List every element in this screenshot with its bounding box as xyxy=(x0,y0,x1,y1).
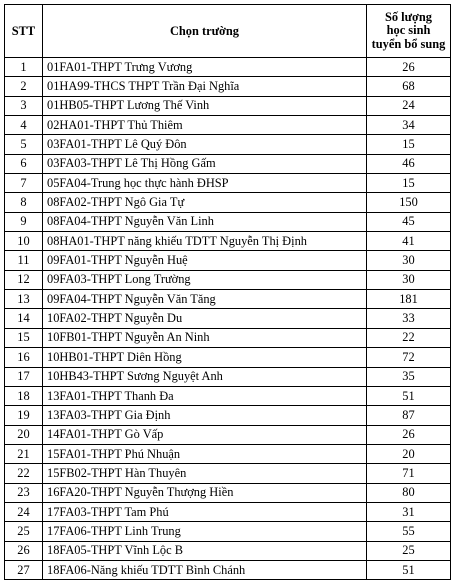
row-school: 08FA02-THPT Ngô Gia Tự xyxy=(43,193,367,212)
row-count: 22 xyxy=(367,328,451,347)
row-count: 71 xyxy=(367,464,451,483)
row-school: 08HA01-THPT năng khiếu TDTT Nguyễn Thị Định xyxy=(43,232,367,251)
row-stt: 3 xyxy=(5,96,43,115)
row-stt: 18 xyxy=(5,386,43,405)
header-row xyxy=(5,5,451,58)
row-count: 72 xyxy=(367,348,451,367)
table-row xyxy=(5,541,451,560)
row-count: 26 xyxy=(367,58,451,77)
row-count: 181 xyxy=(367,290,451,309)
row-school: 03FA03-THPT Lê Thị Hồng Gấm xyxy=(43,154,367,173)
row-school: 02HA01-THPT Thủ Thiêm xyxy=(43,116,367,135)
table-row xyxy=(5,348,451,367)
row-school: 17FA06-THPT Linh Trung xyxy=(43,522,367,541)
table-row xyxy=(5,386,451,405)
row-count: 15 xyxy=(367,135,451,154)
row-school: 10FB01-THPT Nguyễn An Ninh xyxy=(43,328,367,347)
row-school: 09FA03-THPT Long Trường xyxy=(43,270,367,289)
row-count: 25 xyxy=(367,541,451,560)
row-count: 26 xyxy=(367,425,451,444)
table-row xyxy=(5,464,451,483)
row-school: 18FA06-Năng khiếu TDTT Bình Chánh xyxy=(43,560,367,579)
row-school: 10HB01-THPT Diên Hồng xyxy=(43,348,367,367)
row-stt: 5 xyxy=(5,135,43,154)
table-row xyxy=(5,328,451,347)
row-stt: 12 xyxy=(5,270,43,289)
row-stt: 10 xyxy=(5,232,43,251)
row-count: 15 xyxy=(367,174,451,193)
row-count: 55 xyxy=(367,522,451,541)
row-school: 18FA05-THPT Vĩnh Lộc B xyxy=(43,541,367,560)
header-school: Chọn trường xyxy=(43,5,367,58)
table-row xyxy=(5,560,451,579)
table-row xyxy=(5,135,451,154)
table-row xyxy=(5,270,451,289)
row-school: 14FA01-THPT Gò Vấp xyxy=(43,425,367,444)
table-row xyxy=(5,96,451,115)
row-count: 20 xyxy=(367,444,451,463)
row-school: 13FA01-THPT Thanh Đa xyxy=(43,386,367,405)
row-count: 51 xyxy=(367,386,451,405)
row-count: 30 xyxy=(367,270,451,289)
row-school: 16FA20-THPT Nguyễn Thượng Hiền xyxy=(43,483,367,502)
row-count: 24 xyxy=(367,96,451,115)
row-count: 150 xyxy=(367,193,451,212)
header-count xyxy=(367,5,451,58)
table-row xyxy=(5,174,451,193)
row-count: 35 xyxy=(367,367,451,386)
row-school: 15FA01-THPT Phú Nhuận xyxy=(43,444,367,463)
row-stt: 20 xyxy=(5,425,43,444)
row-stt: 26 xyxy=(5,541,43,560)
row-school: 05FA04-Trung học thực hành ĐHSP xyxy=(43,174,367,193)
row-stt: 15 xyxy=(5,328,43,347)
header-stt: STT xyxy=(5,5,43,58)
table-row xyxy=(5,232,451,251)
row-count: 41 xyxy=(367,232,451,251)
row-count: 51 xyxy=(367,560,451,579)
row-school: 01HA99-THCS THPT Trần Đại Nghĩa xyxy=(43,77,367,96)
row-school: 10FA02-THPT Nguyễn Du xyxy=(43,309,367,328)
row-school: 17FA03-THPT Tam Phú xyxy=(43,502,367,521)
row-stt: 2 xyxy=(5,77,43,96)
row-stt: 14 xyxy=(5,309,43,328)
supplementary-enrollment-table xyxy=(4,4,451,580)
row-stt: 13 xyxy=(5,290,43,309)
row-stt: 16 xyxy=(5,348,43,367)
row-count: 34 xyxy=(367,116,451,135)
table-row xyxy=(5,290,451,309)
row-stt: 7 xyxy=(5,174,43,193)
table-row xyxy=(5,58,451,77)
row-count: 31 xyxy=(367,502,451,521)
table-row xyxy=(5,522,451,541)
table-row xyxy=(5,444,451,463)
row-count: 45 xyxy=(367,212,451,231)
table-row xyxy=(5,77,451,96)
table-row xyxy=(5,309,451,328)
row-count: 87 xyxy=(367,406,451,425)
row-stt: 23 xyxy=(5,483,43,502)
row-stt: 17 xyxy=(5,367,43,386)
row-stt: 21 xyxy=(5,444,43,463)
row-stt: 8 xyxy=(5,193,43,212)
row-stt: 11 xyxy=(5,251,43,270)
table-row xyxy=(5,367,451,386)
table-body xyxy=(5,58,451,580)
header-count-line3: tuyển bổ sung xyxy=(371,36,446,51)
row-school: 13FA03-THPT Gia Định xyxy=(43,406,367,425)
row-stt: 22 xyxy=(5,464,43,483)
table-row xyxy=(5,251,451,270)
row-count: 46 xyxy=(367,154,451,173)
row-count: 80 xyxy=(367,483,451,502)
table-row xyxy=(5,425,451,444)
row-count: 68 xyxy=(367,77,451,96)
table-row xyxy=(5,483,451,502)
row-school: 09FA01-THPT Nguyễn Huệ xyxy=(43,251,367,270)
table-row xyxy=(5,212,451,231)
table-header xyxy=(5,5,451,58)
table-row xyxy=(5,193,451,212)
row-stt: 1 xyxy=(5,58,43,77)
header-count-line1: Số lượng xyxy=(384,9,432,24)
table-row xyxy=(5,116,451,135)
row-school: 15FB02-THPT Hàn Thuyên xyxy=(43,464,367,483)
table-row xyxy=(5,502,451,521)
row-stt: 24 xyxy=(5,502,43,521)
row-stt: 27 xyxy=(5,560,43,579)
row-school: 01HB05-THPT Lương Thế Vinh xyxy=(43,96,367,115)
table-row xyxy=(5,406,451,425)
row-school: 08FA04-THPT Nguyễn Văn Linh xyxy=(43,212,367,231)
row-school: 10HB43-THPT Sương Nguyệt Anh xyxy=(43,367,367,386)
header-count-line2: học sinh xyxy=(386,23,431,38)
table-row xyxy=(5,154,451,173)
row-school: 03FA01-THPT Lê Quý Đôn xyxy=(43,135,367,154)
row-stt: 6 xyxy=(5,154,43,173)
row-count: 30 xyxy=(367,251,451,270)
row-stt: 4 xyxy=(5,116,43,135)
row-school: 01FA01-THPT Trưng Vương xyxy=(43,58,367,77)
row-school: 09FA04-THPT Nguyễn Văn Tăng xyxy=(43,290,367,309)
row-stt: 9 xyxy=(5,212,43,231)
row-stt: 25 xyxy=(5,522,43,541)
row-stt: 19 xyxy=(5,406,43,425)
row-count: 33 xyxy=(367,309,451,328)
